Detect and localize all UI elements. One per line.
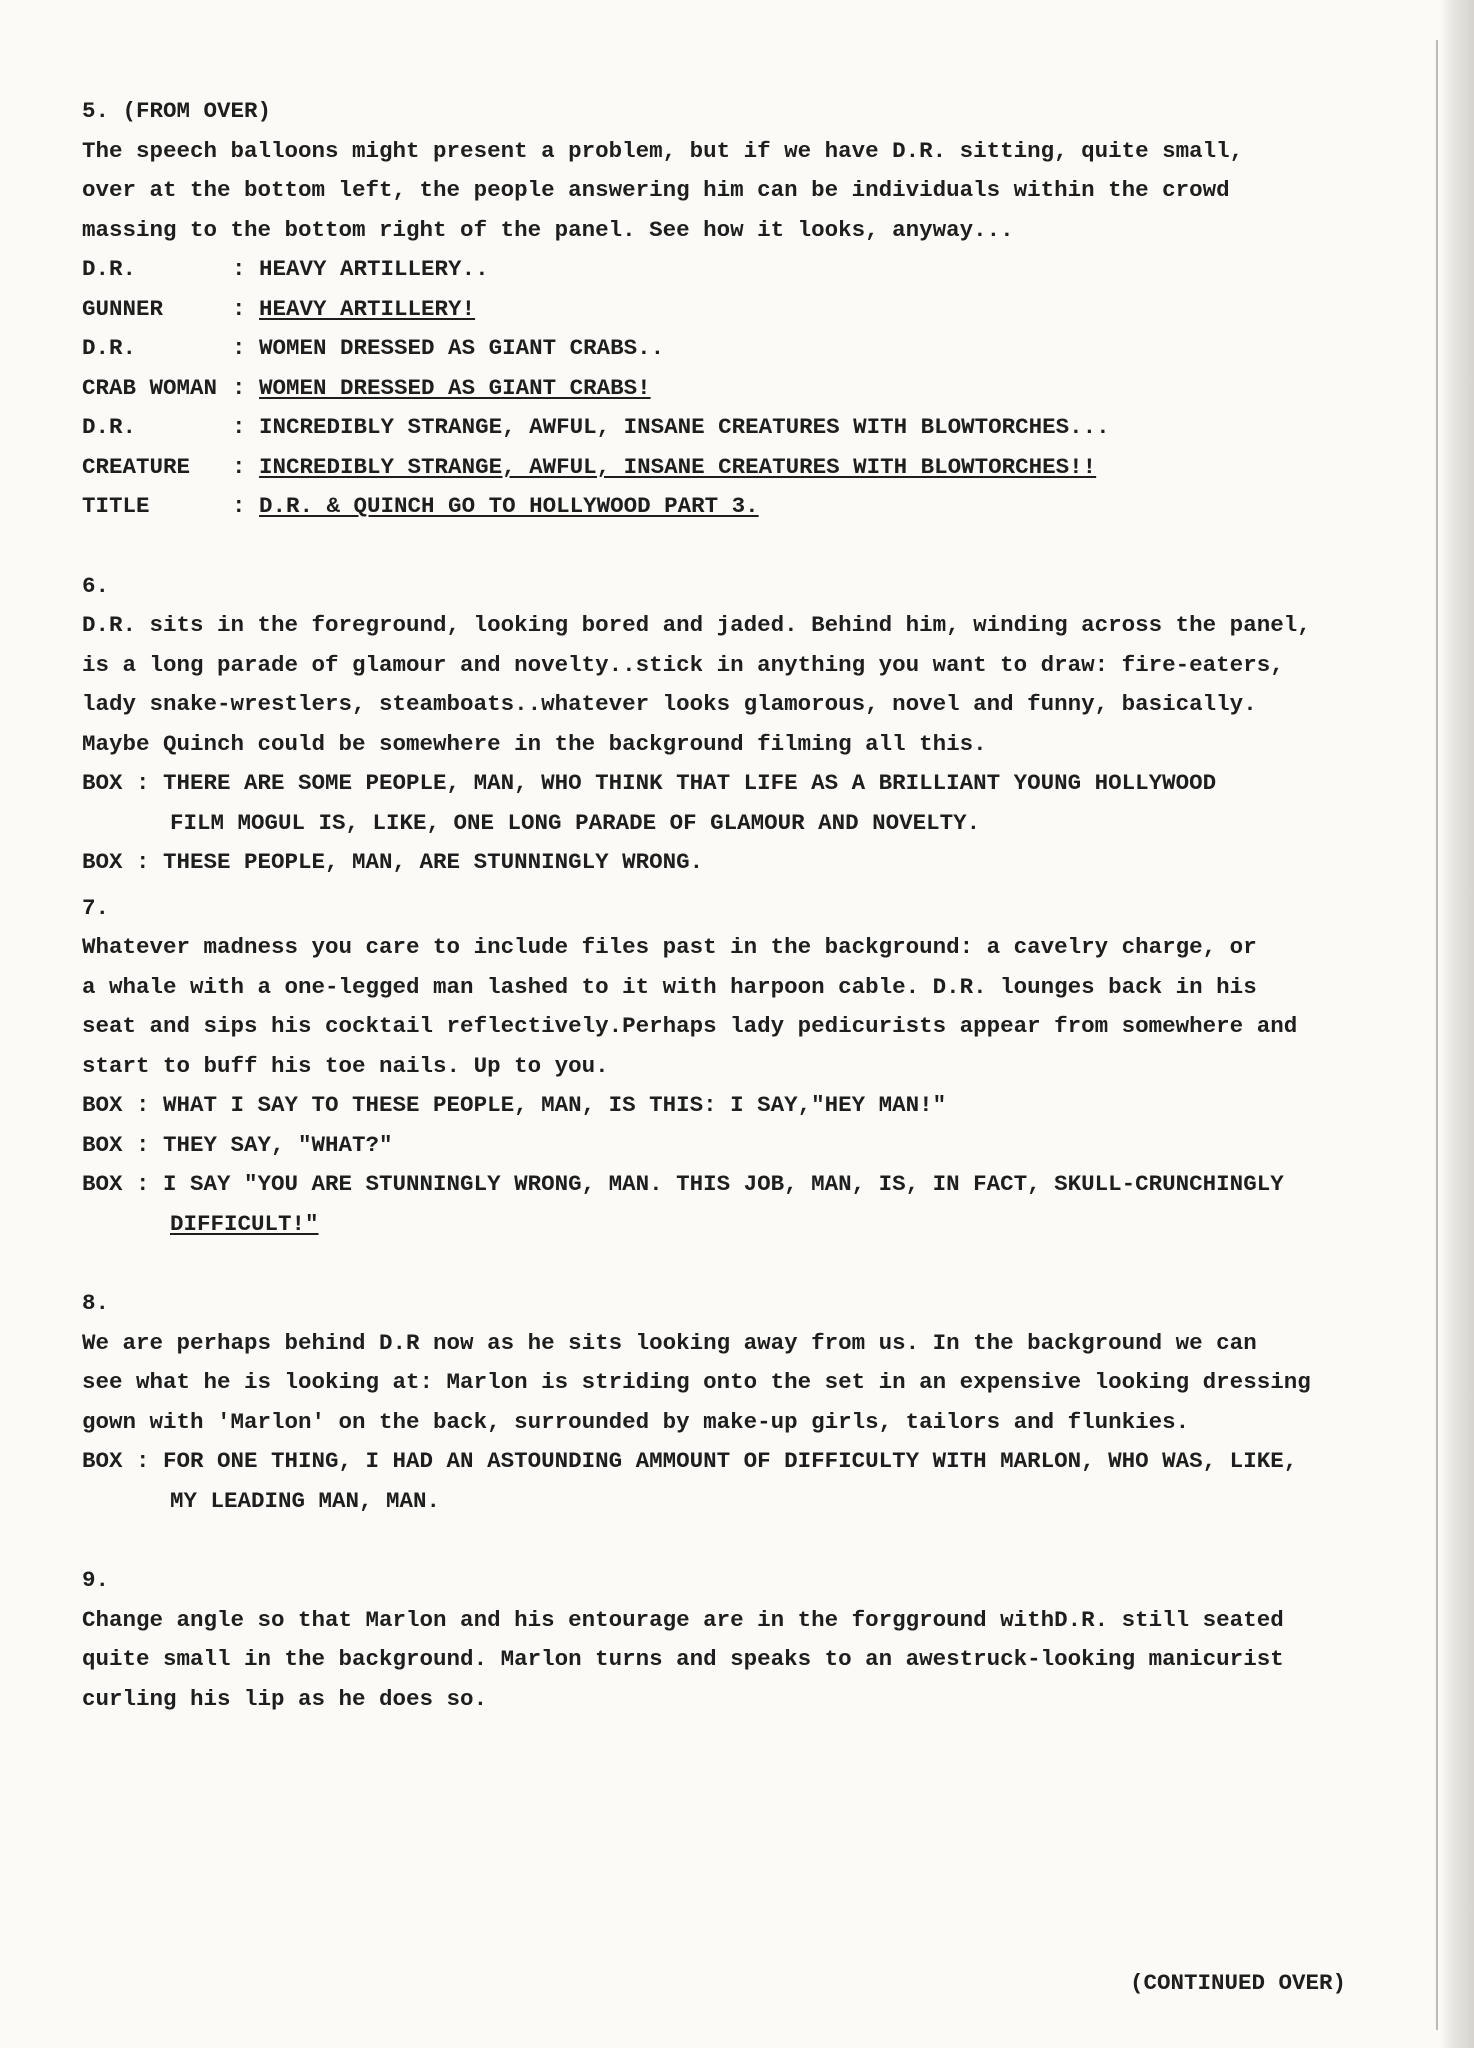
speaker-label: D.R.	[82, 335, 137, 361]
section-6-line-3: lady snake-wrestlers, steamboats..whatever looks glamorous, novel and funny, basically.	[82, 691, 1257, 717]
dialogue-row	[82, 448, 1422, 488]
section-8-line-3: gown with 'Marlon' on the back, surrounded by make-up girls, tailors and flunkies.	[82, 1408, 1190, 1435]
speaker-label: CREATURE	[82, 453, 191, 480]
section-7-heading: 7.	[82, 894, 110, 921]
section-5-line-2: over at the bottom left, the people answering him can be individuals within the crowd	[82, 177, 1230, 203]
section-5-line-3: massing to the bottom right of the panel. See how it looks, anyway...	[82, 216, 1014, 243]
caption-box: BOX : THERE ARE SOME PEOPLE, MAN, WHO THINK THAT LIFE AS A BRILLIANT YOUNG HOLLYWOOD	[82, 770, 1217, 796]
speaker-separator: :	[232, 335, 246, 361]
section-8-line-1: We are perhaps behind D.R now as he sits looking away from us. In the background we can	[82, 1329, 1257, 1356]
page-edge-shadow	[1440, 0, 1474, 2048]
speaker-label: D.R.	[82, 414, 137, 440]
dialogue-text: HEAVY ARTILLERY!	[259, 295, 476, 322]
continued-over-note: (CONTINUED OVER)	[1129, 1970, 1346, 1996]
dialogue-row	[82, 369, 1422, 409]
dialogue-text: INCREDIBLY STRANGE, AWFUL, INSANE CREATURES WITH BLOWTORCHES!!	[259, 453, 1097, 480]
section-7-line-2: a whale with a one-legged man lashed to it with harpoon cable. D.R. lounges back in his	[82, 973, 1257, 1000]
script-content	[82, 92, 1422, 1719]
speaker-separator: :	[232, 414, 246, 440]
dialogue-row	[82, 290, 1422, 330]
caption-box: BOX : I SAY "YOU ARE STUNNINGLY WRONG, MAN. THIS JOB, MAN, IS, IN FACT, SKULL-CRUNCHINGLY	[82, 1171, 1284, 1197]
section-gap	[82, 1244, 1422, 1284]
page-edge-line	[1436, 40, 1438, 2030]
section-5-line-1: The speech balloons might present a problem, but if we have D.R. sitting, quite small,	[82, 137, 1244, 164]
dialogue-text: WOMEN DRESSED AS GIANT CRABS..	[259, 335, 665, 361]
dialogue-row	[82, 250, 1422, 290]
section-9-line-3: curling his lip as he does so.	[82, 1685, 488, 1712]
section-9-line-1: Change angle so that Marlon and his entourage are in the forgground withD.R. still seated	[82, 1606, 1284, 1633]
section-9-line-2: quite small in the background. Marlon turns and speaks to an awestruck-looking manicurist	[82, 1646, 1284, 1672]
section-gap	[82, 1521, 1422, 1561]
speaker-separator: :	[232, 374, 246, 401]
section-5-description	[82, 132, 1422, 251]
speaker-label: GUNNER	[82, 295, 164, 322]
caption-box: BOX : THESE PEOPLE, MAN, ARE STUNNINGLY WRONG.	[82, 849, 704, 875]
caption-box: BOX : FOR ONE THING, I HAD AN ASTOUNDING AMMOUNT OF DIFFICULTY WITH MARLON, WHO WAS, LIKE,	[82, 1448, 1298, 1474]
section-7-line-4: start to buff his toe nails. Up to you.	[82, 1052, 609, 1079]
speaker-separator: :	[232, 493, 246, 519]
section-8-line-2: see what he is looking at: Marlon is striding onto the set in an expensive looking dressing	[82, 1369, 1311, 1395]
section-gap	[82, 527, 1422, 567]
caption-box-continued: DIFFICULT!"	[170, 1210, 319, 1237]
dialogue-text: HEAVY ARTILLERY..	[259, 256, 489, 282]
section-7-line-3: seat and sips his cocktail reflectively.Perhaps lady pedicurists appear from somewhere and	[82, 1013, 1298, 1039]
speaker-label: D.R.	[82, 256, 137, 282]
dialogue-row	[82, 408, 1422, 448]
caption-box: BOX : WHAT I SAY TO THESE PEOPLE, MAN, IS THIS: I SAY,"HEY MAN!"	[82, 1092, 947, 1118]
speaker-separator: :	[232, 256, 246, 282]
dialogue-text: INCREDIBLY STRANGE, AWFUL, INSANE CREATURES WITH BLOWTORCHES...	[259, 414, 1110, 440]
speaker-label: CRAB WOMAN	[82, 374, 218, 401]
section-6-line-2: is a long parade of glamour and novelty..stick in anything you want to draw: fire-eaters,	[82, 651, 1284, 678]
dialogue-list	[82, 250, 1422, 527]
section-6-line-1: D.R. sits in the foreground, looking bored and jaded. Behind him, winding across the panel,	[82, 612, 1311, 638]
speaker-separator: :	[232, 453, 246, 480]
caption-box-continued: MY LEADING MAN, MAN.	[170, 1487, 441, 1514]
section-9-description	[82, 1601, 1422, 1720]
section-8-heading: 8.	[82, 1290, 110, 1316]
speaker-separator: :	[232, 295, 246, 322]
section-6-line-4: Maybe Quinch could be somewhere in the background filming all this.	[82, 730, 987, 757]
dialogue-row	[82, 329, 1422, 369]
section-7-description	[82, 928, 1422, 1086]
section-5-heading: 5. (FROM OVER)	[82, 98, 272, 124]
section-6-heading: 6.	[82, 572, 110, 599]
section-7-line-1: Whatever madness you care to include files past in the background: a cavelry charge, or	[82, 934, 1257, 960]
dialogue-text: WOMEN DRESSED AS GIANT CRABS!	[259, 374, 651, 401]
speaker-label: TITLE	[82, 493, 150, 519]
dialogue-text: D.R. & QUINCH GO TO HOLLYWOOD PART 3.	[259, 493, 759, 519]
caption-box-continued: FILM MOGUL IS, LIKE, ONE LONG PARADE OF GLAMOUR AND NOVELTY.	[170, 809, 981, 836]
section-9-heading: 9.	[82, 1567, 110, 1593]
section-8-description	[82, 1324, 1422, 1443]
section-6-description	[82, 606, 1422, 764]
dialogue-row-title	[82, 487, 1422, 527]
caption-box: BOX : THEY SAY, "WHAT?"	[82, 1131, 393, 1158]
